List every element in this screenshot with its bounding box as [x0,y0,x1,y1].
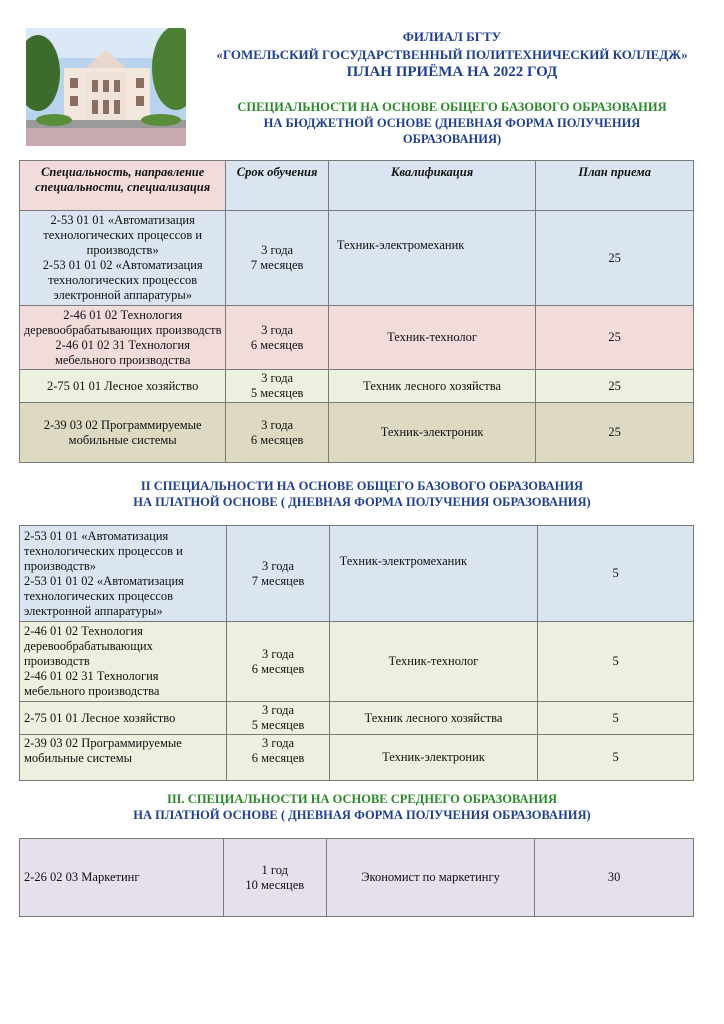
plan-cell: 5 [538,702,694,735]
plan-cell: 25 [536,370,694,403]
table-paid-secondary [19,838,694,917]
header-plan: ПЛАН ПРИЁМА НА 2022 ГОД [346,64,558,80]
table-row [20,839,694,917]
plan-cell: 5 [538,622,694,702]
specialty-cell: 2-39 03 02 Программируемые мобильные системы [20,403,226,463]
qualification-cell: Техник-электромеханик [328,211,536,306]
duration-cell: 3 года 5 месяцев [226,370,328,403]
plan-cell: 5 [538,735,694,781]
section1-title-1: СПЕЦИАЛЬНОСТИ НА ОСНОВЕ ОБЩЕГО БАЗОВОГО ОБРАЗОВАНИЯ [237,100,667,114]
table-row [20,622,694,702]
specialty-cell: 2-75 01 01 Лесное хозяйство [20,370,226,403]
table-row [20,735,694,781]
duration-cell: 3 года 6 месяцев [226,403,328,463]
plan-cell: 30 [535,839,694,917]
qualification-cell: Техник лесного хозяйства [329,702,538,735]
qualification-cell: Техник-электромеханик [329,526,538,622]
section2-title-2: НА ПЛАТНОЙ ОСНОВЕ ( ДНЕВНАЯ ФОРМА ПОЛУЧЕНИЯ ОБРАЗОВАНИЯ) [133,495,591,509]
duration-cell: 3 года 5 месяцев [227,702,329,735]
duration-cell: 3 года 6 месяцев [227,622,329,702]
duration-cell: 1 год 10 месяцев [223,839,326,917]
qualification-cell: Техник-технолог [329,622,538,702]
duration-cell: 3 года 6 месяцев [227,735,329,781]
table-row [20,370,694,403]
duration-cell: 3 года 7 месяцев [226,211,328,306]
duration-cell: 3 года 6 месяцев [226,306,328,370]
specialty-cell: 2-46 01 02 Технология деревообрабатывающих производств 2-46 01 02 31 Технология мебельного производства [20,622,227,702]
section2-title-1: II СПЕЦИАЛЬНОСТИ НА ОСНОВЕ ОБЩЕГО БАЗОВОГО ОБРАЗОВАНИЯ [140,479,584,493]
specialty-cell: 2-75 01 01 Лесное хозяйство [20,702,227,735]
header-branch: ФИЛИАЛ БГТУ [402,29,502,44]
specialty-cell: 2-53 01 01 «Автоматизация технологических процессов и производств» 2-53 01 01 02 «Автоматизация технологических процессов электронной аппаратуры» [20,526,227,622]
specialty-cell: 2-46 01 02 Технология деревообрабатывающих производств 2-46 01 02 31 Технология мебельного производства [20,306,226,370]
qualification-cell: Экономист по маркетингу [326,839,535,917]
table-budget [19,160,694,463]
qualification-cell: Техник лесного хозяйства [328,370,536,403]
header-college: «ГОМЕЛЬСКИЙ ГОСУДАРСТВЕННЫЙ ПОЛИТЕХНИЧЕСКИЙ КОЛЛЕДЖ» [216,47,688,62]
qualification-cell: Техник-технолог [328,306,536,370]
section1-title-3: ОБРАЗОВАНИЯ) [402,132,502,146]
table-row [20,403,694,463]
college-building-photo [26,28,186,146]
header-plan: План приема [536,161,694,211]
table-row [20,306,694,370]
specialty-cell: 2-53 01 01 «Автоматизация технологических процессов и производств» 2-53 01 01 02 «Автоматизация технологических процессов электронной аппаратуры» [20,211,226,306]
table-row [20,702,694,735]
specialty-cell: 2-26 02 03 Маркетинг [20,839,224,917]
qualification-cell: Техник-электроник [328,403,536,463]
section3-title-1: III. СПЕЦИАЛЬНОСТИ НА ОСНОВЕ СРЕДНЕГО ОБРАЗОВАНИЯ [166,792,558,806]
section3-title-2: НА ПЛАТНОЙ ОСНОВЕ ( ДНЕВНАЯ ФОРМА ПОЛУЧЕНИЯ ОБРАЗОВАНИЯ) [133,808,591,822]
plan-cell: 5 [538,526,694,622]
table-row [20,526,694,622]
table-paid-basic [19,525,694,781]
header-duration: Срок обучения [226,161,328,211]
qualification-cell: Техник-электроник [329,735,538,781]
section1-title-2: НА БЮДЖЕТНОЙ ОСНОВЕ (ДНЕВНАЯ ФОРМА ПОЛУЧЕНИЯ [263,116,641,130]
specialty-cell: 2-39 03 02 Программируемые мобильные системы [20,735,227,781]
duration-cell: 3 года 7 месяцев [227,526,329,622]
plan-cell: 25 [536,403,694,463]
table-row [20,211,694,306]
plan-cell: 25 [536,211,694,306]
plan-cell: 25 [536,306,694,370]
header-specialty: Специальность, направление специальности, специализация [20,161,226,211]
header-qualification: Квалификация [328,161,536,211]
